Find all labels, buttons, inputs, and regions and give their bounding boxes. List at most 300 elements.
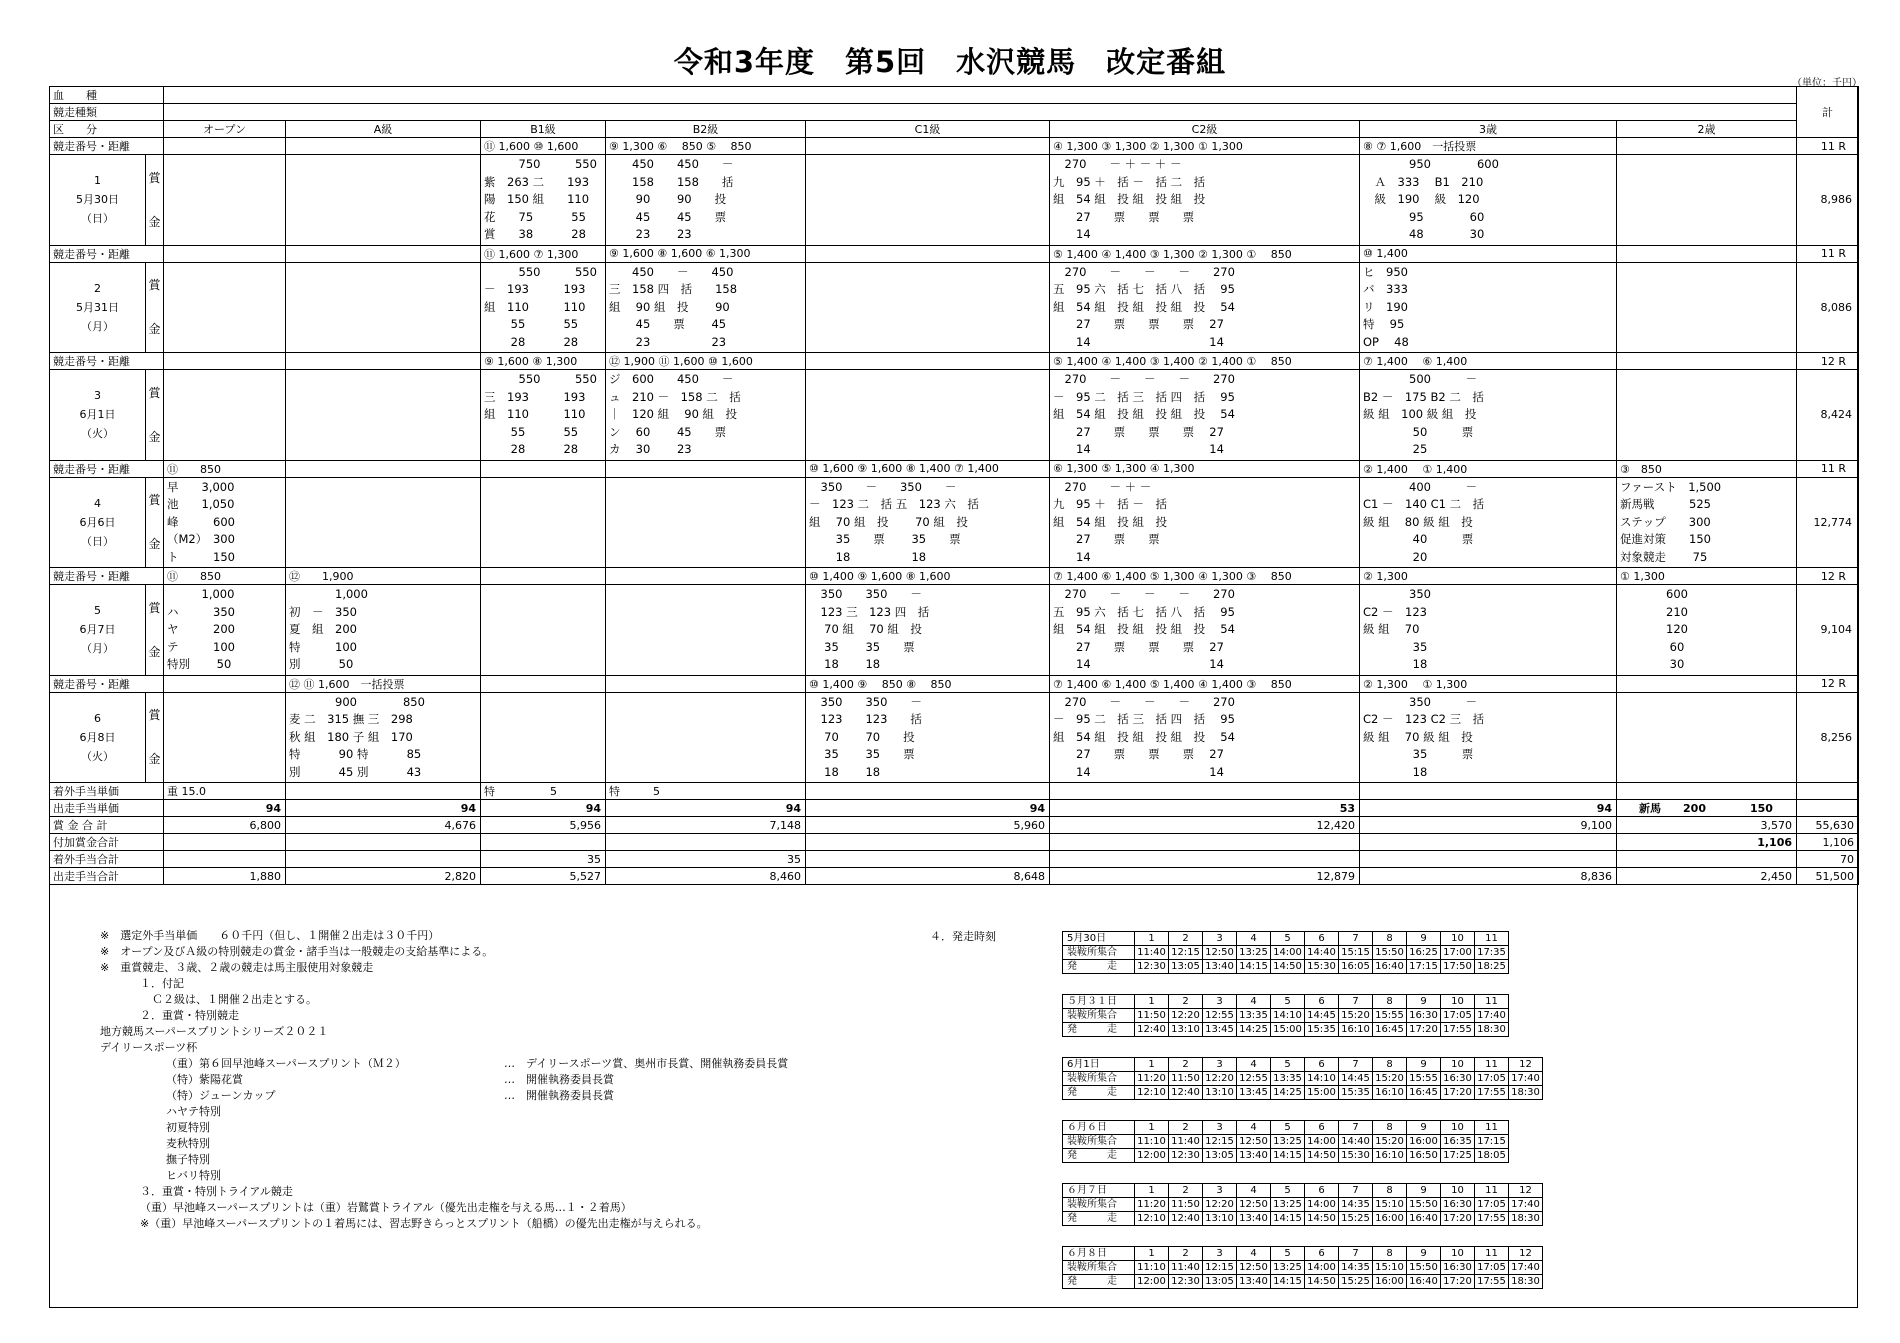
- prize-line: リ 190: [1363, 299, 1408, 314]
- assembly-time: 11:40: [1169, 1135, 1203, 1149]
- prize-line: 35: [1363, 639, 1428, 654]
- prize-line: 三 158 四 括 158: [609, 282, 738, 296]
- assembly-time: 12:20: [1169, 1009, 1203, 1023]
- start-time: 16:40: [1373, 960, 1407, 974]
- prize-label-bottom: 金: [148, 644, 161, 659]
- prize-line: 30: [1620, 657, 1685, 671]
- race-no: 3: [1203, 995, 1237, 1009]
- start-time: 18:25: [1475, 960, 1509, 974]
- start-time: 13:10: [1169, 1023, 1203, 1037]
- day-date: 6月1日: [79, 408, 116, 422]
- race-number-cell: ⑦ 1,400 ⑥ 1,400 ⑤ 1,300 ④ 1,300 ③ 850: [1050, 568, 1360, 585]
- note-text: ２．重賞・特別競走: [140, 1009, 239, 1022]
- prize-line: 組 70 組 投 70 組 投: [809, 514, 968, 529]
- race-no: 2: [1169, 1184, 1203, 1198]
- prize-line: 五 95 六 括 七 括 八 括 95: [1053, 282, 1235, 296]
- race-number-cell: ⑥ 1,300 ⑤ 1,300 ④ 1,300: [1050, 460, 1360, 477]
- assembly-time: 16:25: [1407, 946, 1441, 960]
- start-time: 14:15: [1237, 960, 1271, 974]
- start-time: 15:25: [1339, 1212, 1373, 1226]
- prize-line: 400 －: [1363, 479, 1477, 494]
- prize-line: 早 3,000: [167, 479, 235, 494]
- race-number-cell: ⑦ 1,400 ⑥ 1,400: [1360, 353, 1617, 370]
- class-header: C1級: [806, 121, 1050, 138]
- race-no: 10: [1441, 1184, 1475, 1198]
- prize-line: C1 － 140 C1 二 括: [1363, 497, 1485, 511]
- race-no: 10: [1441, 932, 1475, 946]
- assembly-time: 12:50: [1237, 1261, 1271, 1275]
- race-number-cell: ⑪ 1,600 ⑦ 1,300: [481, 245, 606, 262]
- prize-line: ｜ 120 組 90 組 投: [609, 407, 738, 421]
- summary-label: 付加賞金合計: [50, 834, 164, 851]
- note-text: ※ オープン及びＡ級の特別競走の賞金・諸手当は一般競走の支給基準による。: [100, 945, 494, 958]
- prize-line: 14: [1053, 227, 1091, 241]
- summary-cell: 1,880: [164, 868, 286, 885]
- assembly-label: 装鞍所集合: [1063, 1261, 1135, 1275]
- prize-line: C2 － 123 C2 三 括: [1363, 712, 1485, 726]
- summary-cell: 12,420: [1050, 817, 1360, 834]
- prize-line: 600: [1620, 587, 1688, 601]
- start-time: 12:00: [1135, 1149, 1169, 1163]
- start-time: 12:40: [1169, 1086, 1203, 1100]
- prize-line: 九 95 ＋ 括 － 括 二 括: [1053, 174, 1206, 189]
- race-number-cell: ⑦ 1,400 ⑥ 1,400 ⑤ 1,400 ④ 1,400 ③ 850: [1050, 675, 1360, 692]
- prize-line: OP 48: [1363, 334, 1409, 349]
- prize-line: － 95 二 括 三 括 四 括 95: [1053, 712, 1235, 726]
- assembly-time: 12:50: [1203, 946, 1237, 960]
- day-dow: （火）: [81, 749, 114, 763]
- note-text: 地方競馬スーパースプリントシリーズ２０２１: [100, 1025, 329, 1038]
- summary-cell: 8,648: [806, 868, 1050, 885]
- race-count: 12 R: [1797, 353, 1859, 370]
- class-header: B2級: [606, 121, 806, 138]
- start-label: 発 走: [1063, 960, 1135, 974]
- prize-line: 組 110 110: [484, 299, 586, 314]
- prize-line: 14 14: [1053, 334, 1224, 349]
- prize-line: 18 18: [809, 764, 881, 779]
- note-text: Ｃ２級は、１開催２出走とする。: [152, 993, 317, 1006]
- race-no: 5: [1271, 1121, 1305, 1135]
- prize-line: 270 － ＋ － ＋ －: [1053, 157, 1182, 171]
- day-dow: （月）: [81, 319, 114, 333]
- prize-line: 750 550: [484, 157, 597, 171]
- prize-line: 組 54 組 投 組 投 組 投 54: [1053, 622, 1235, 636]
- race-no: 9: [1407, 1121, 1441, 1135]
- race-number-cell: ① 1,300: [1617, 568, 1797, 585]
- start-time-date: 6月1日: [1063, 1058, 1135, 1072]
- race-no: 10: [1441, 1121, 1475, 1135]
- assembly-time: 17:05: [1441, 1009, 1475, 1023]
- class-header: 2歳: [1617, 121, 1797, 138]
- prize-line: 350: [1363, 587, 1431, 601]
- assembly-time: 15:55: [1373, 1009, 1407, 1023]
- prize-line: ハ 350: [167, 604, 235, 619]
- race-number-cell: ⑩ 1,400 ⑨ 850 ⑧ 850: [806, 675, 1050, 692]
- race-no: 8: [1373, 1247, 1407, 1261]
- prize-line: 45 票 45: [609, 317, 727, 331]
- prize-line: 1,000: [289, 587, 368, 601]
- assembly-time: 14:35: [1339, 1261, 1373, 1275]
- day-date: 6月6日: [79, 515, 116, 529]
- assembly-time: 15:10: [1373, 1261, 1407, 1275]
- summary-cell: 8,836: [1360, 868, 1617, 885]
- prize-line: 別 50: [289, 657, 354, 671]
- prize-line: 550 550: [484, 264, 597, 279]
- prize-line: 対象競走 75: [1620, 549, 1708, 564]
- race-no: 6: [1305, 1058, 1339, 1072]
- prize-line: ジ 600 450 －: [609, 372, 734, 386]
- page-title: 令和3年度 第5回 水沢競馬 改定番組: [673, 45, 1227, 79]
- start-time: 16:10: [1339, 1023, 1373, 1037]
- summary-cell: 2,820: [286, 868, 481, 885]
- assembly-time: 17:05: [1475, 1072, 1509, 1086]
- prize-line: ステップ 300: [1620, 514, 1711, 529]
- start-time: 14:50: [1305, 1149, 1339, 1163]
- prize-line: 組 54 組 投 組 投 組 投: [1053, 192, 1206, 206]
- assembly-label: 装鞍所集合: [1063, 946, 1135, 960]
- race-number-cell: ⑨ 1,300 ⑥ 850 ⑤ 850: [606, 138, 806, 155]
- start-time: 16:00: [1373, 1275, 1407, 1289]
- start-time: 17:25: [1441, 1149, 1475, 1163]
- race-no: 11: [1475, 1121, 1509, 1135]
- prize-line: 270 － － － 270: [1053, 587, 1235, 601]
- prize-line: 三 193 193: [484, 389, 586, 404]
- race-no: 11: [1475, 1247, 1509, 1261]
- prize-line: 特別 50: [167, 657, 232, 671]
- note-extra: … 開催執務委員長賞: [504, 1073, 614, 1086]
- race-no: 11: [1475, 1184, 1509, 1198]
- race-number-cell: ⑩ 1,400 ⑨ 1,600 ⑧ 1,600: [806, 568, 1050, 585]
- start-time: 14:50: [1271, 960, 1305, 974]
- assembly-time: 12:50: [1237, 1135, 1271, 1149]
- assembly-time: 12:20: [1203, 1198, 1237, 1212]
- prize-label-top: 賞: [148, 600, 161, 615]
- class-header: B1級: [481, 121, 606, 138]
- assembly-time: 12:15: [1169, 946, 1203, 960]
- start-time: 16:40: [1407, 1275, 1441, 1289]
- prize-line: － 123 二 括 五 123 六 括: [809, 497, 979, 511]
- assembly-time: 14:35: [1339, 1198, 1373, 1212]
- race-no: 1: [1135, 932, 1169, 946]
- start-label: 発 走: [1063, 1275, 1135, 1289]
- assembly-time: 17:40: [1509, 1072, 1543, 1086]
- start-time-date: ６月６日: [1063, 1121, 1135, 1135]
- prize-line: カ 30 23: [609, 442, 692, 456]
- summary-label: 着外手当単価: [50, 783, 164, 800]
- summary-cell: 35: [481, 851, 606, 868]
- race-no: 2: [1169, 932, 1203, 946]
- assembly-time: 15:20: [1373, 1072, 1407, 1086]
- race-no: 6: [1305, 932, 1339, 946]
- assembly-time: 17:40: [1509, 1261, 1543, 1275]
- assembly-time: 15:50: [1407, 1198, 1441, 1212]
- prize-line: 組 90 組 投 90: [609, 299, 730, 314]
- race-number-cell: ② 1,300: [1360, 568, 1617, 585]
- start-time: 13:05: [1169, 960, 1203, 974]
- prize-line: （M2） 300: [167, 532, 235, 546]
- start-time: 18:05: [1475, 1149, 1509, 1163]
- start-time: 14:15: [1271, 1149, 1305, 1163]
- assembly-time: 12:55: [1203, 1009, 1237, 1023]
- prize-line: 55 55: [484, 424, 579, 439]
- prize-line: 60: [1620, 639, 1685, 654]
- prize-line: 組 54 組 投 組 投 組 投 54: [1053, 407, 1235, 421]
- prize-label-bottom: 金: [148, 322, 161, 337]
- prize-line: 27 票 票: [1053, 532, 1160, 546]
- race-no: 9: [1407, 995, 1441, 1009]
- day-date: 6月7日: [79, 623, 116, 637]
- summary-cell: 特 5: [606, 783, 806, 800]
- race-number-cell: ⑪ 850: [164, 460, 286, 477]
- prize-line: 18 18: [809, 549, 927, 564]
- race-no: 4: [1237, 1184, 1271, 1198]
- category-label: 区 分: [50, 121, 164, 138]
- day-date: 5月30日: [76, 193, 119, 207]
- summary-label: 賞 金 合 計: [50, 817, 164, 834]
- assembly-time: 11:10: [1135, 1135, 1169, 1149]
- prize-line: C2 － 123: [1363, 604, 1427, 619]
- prize-line: 27 票 票 票 27: [1053, 424, 1224, 439]
- day-total: 9,104: [1797, 585, 1859, 676]
- prize-label-bottom: 金: [148, 214, 161, 229]
- prize-line: 35 票 35 票: [809, 532, 961, 546]
- day-total: 8,086: [1797, 262, 1859, 353]
- prize-line: 450 － 450: [609, 264, 734, 279]
- race-no: 10: [1441, 1247, 1475, 1261]
- race-no: 3: [1203, 932, 1237, 946]
- race-no: 2: [1169, 995, 1203, 1009]
- prize-line: 級 組 70: [1363, 622, 1420, 636]
- race-no-distance-label: 競走番号・距離: [50, 353, 164, 370]
- start-time: 12:00: [1135, 1275, 1169, 1289]
- assembly-time: 11:50: [1169, 1072, 1203, 1086]
- race-no: 10: [1441, 995, 1475, 1009]
- prize-line: 70 組 70 組 投: [809, 622, 922, 636]
- prize-label-top: 賞: [148, 170, 161, 185]
- start-time: 18:30: [1509, 1086, 1543, 1100]
- day-total: 12,774: [1797, 477, 1859, 568]
- prize-line: 級 組 70 級 組 投: [1363, 729, 1473, 744]
- race-number-cell: ⑩ 1,400: [1360, 245, 1617, 262]
- summary-cell: 94: [481, 800, 606, 817]
- summary-total: 51,500: [1797, 868, 1859, 885]
- prize-line: 14 14: [1053, 442, 1224, 456]
- assembly-time: 13:25: [1237, 946, 1271, 960]
- race-no-distance-label: 競走番号・距離: [50, 460, 164, 477]
- day-total: 8,986: [1797, 155, 1859, 246]
- note-text: 麦秋特別: [166, 1137, 210, 1150]
- assembly-time: 16:30: [1441, 1261, 1475, 1275]
- outer-frame: [49, 86, 1858, 1308]
- assembly-label: 装鞍所集合: [1063, 1135, 1135, 1149]
- race-number-cell: ④ 1,300 ③ 1,300 ② 1,300 ① 1,300: [1050, 138, 1360, 155]
- assembly-time: 17:00: [1441, 946, 1475, 960]
- summary-cell: 94: [1360, 800, 1617, 817]
- prize-line: 陽 150 組 110: [484, 192, 590, 206]
- start-time: 14:50: [1305, 1275, 1339, 1289]
- note-text: ヒバリ特別: [166, 1169, 221, 1182]
- assembly-time: 14:40: [1339, 1135, 1373, 1149]
- start-times-header: ４．発走時刻: [930, 930, 996, 943]
- day-dow: （月）: [81, 642, 114, 656]
- race-number-cell: ⑩ 1,600 ⑨ 1,600 ⑧ 1,400 ⑦ 1,400: [806, 460, 1050, 477]
- race-no: 1: [1135, 995, 1169, 1009]
- summary-cell: 1,106: [1617, 834, 1797, 851]
- assembly-time: 17:35: [1475, 946, 1509, 960]
- race-no: 11: [1475, 995, 1509, 1009]
- prize-line: ヒ 950: [1363, 264, 1408, 279]
- assembly-time: 15:50: [1407, 1261, 1441, 1275]
- start-time: 13:10: [1203, 1212, 1237, 1226]
- assembly-time: 13:35: [1237, 1009, 1271, 1023]
- start-time: 16:05: [1339, 960, 1373, 974]
- race-no: 8: [1373, 932, 1407, 946]
- start-time: 13:05: [1203, 1149, 1237, 1163]
- assembly-time: 16:30: [1441, 1198, 1475, 1212]
- prize-line: 123 三 123 四 括: [809, 604, 930, 619]
- prize-line: 池 1,050: [167, 497, 235, 511]
- summary-cell: 8,460: [606, 868, 806, 885]
- prize-line: 14 14: [1053, 657, 1224, 671]
- race-no-distance-label: 競走番号・距離: [50, 245, 164, 262]
- prize-line: 270 － ＋ －: [1053, 479, 1152, 494]
- summary-label: 出走手当合計: [50, 868, 164, 885]
- class-header: C2級: [1050, 121, 1360, 138]
- start-time: 14:50: [1305, 1212, 1339, 1226]
- race-no: 12: [1509, 1184, 1543, 1198]
- start-time: 13:40: [1203, 960, 1237, 974]
- race-count: 11 R: [1797, 245, 1859, 262]
- prize-line: B2 － 175 B2 二 括: [1363, 389, 1484, 404]
- race-no: 7: [1339, 995, 1373, 1009]
- summary-cell: 35: [606, 851, 806, 868]
- summary-cell: 7,148: [606, 817, 806, 834]
- note-text: （重）第６回早池峰スーパースプリント（Ｍ２）: [166, 1057, 406, 1070]
- start-time: 17:20: [1407, 1023, 1441, 1037]
- summary-cell: 94: [806, 800, 1050, 817]
- prize-line: 95 60: [1363, 209, 1485, 224]
- prize-line: 270 － － － 270: [1053, 694, 1235, 709]
- summary-label: 出走手当単価: [50, 800, 164, 817]
- prize-line: 18: [1363, 657, 1428, 671]
- race-no: 4: [1237, 1247, 1271, 1261]
- assembly-label: 装鞍所集合: [1063, 1198, 1135, 1212]
- race-no: 3: [1203, 1184, 1237, 1198]
- prize-line: 促進対策 150: [1620, 532, 1711, 546]
- prize-line: 27 票 票 票 27: [1053, 747, 1224, 761]
- assembly-time: 14:00: [1305, 1261, 1339, 1275]
- race-number-cell: ③ 850: [1617, 460, 1797, 477]
- day-no: 4: [94, 496, 101, 510]
- summary-cell: 新馬 200 150: [1617, 800, 1797, 817]
- prize-line: ト 150: [167, 549, 235, 564]
- start-time: 14:25: [1271, 1086, 1305, 1100]
- summary-cell: 94: [164, 800, 286, 817]
- summary-cell: 6,800: [164, 817, 286, 834]
- prize-line: 350 － 350 －: [809, 479, 957, 494]
- assembly-time: 14:00: [1271, 946, 1305, 960]
- prize-line: Ａ 333 B1 210: [1363, 174, 1484, 189]
- prize-label-bottom: 金: [148, 537, 161, 552]
- start-time: 13:40: [1237, 1275, 1271, 1289]
- prize-line: バ 333: [1363, 282, 1408, 296]
- day-dow: （日）: [81, 534, 114, 548]
- race-no: 6: [1305, 1121, 1339, 1135]
- prize-line: 40 票: [1363, 532, 1474, 546]
- prize-line: 350 350 －: [809, 694, 922, 709]
- summary-cell: 4,676: [286, 817, 481, 834]
- start-time: 16:00: [1373, 1212, 1407, 1226]
- start-time: 17:20: [1441, 1212, 1475, 1226]
- prize-line: 組 54 組 投 組 投 組 投 54: [1053, 729, 1235, 744]
- start-time: 17:55: [1475, 1275, 1509, 1289]
- start-time: 17:20: [1441, 1275, 1475, 1289]
- start-time: 13:40: [1237, 1212, 1271, 1226]
- prize-line: 48 30: [1363, 227, 1485, 241]
- prize-line: 27 票 票 票: [1053, 209, 1195, 224]
- race-no: 12: [1509, 1058, 1543, 1072]
- assembly-time: 11:40: [1135, 946, 1169, 960]
- note-extra: … 開催執務委員長賞: [504, 1089, 614, 1102]
- summary-cell: 特 5: [481, 783, 606, 800]
- assembly-time: 13:25: [1271, 1135, 1305, 1149]
- race-no: 10: [1441, 1058, 1475, 1072]
- prize-line: 270 － － － 270: [1053, 372, 1235, 386]
- prize-line: 18: [1363, 764, 1428, 779]
- prize-line: 秋 組 180 子 組 170: [289, 729, 413, 744]
- prize-line: 27 票 票 票 27: [1053, 639, 1224, 654]
- assembly-time: 14:45: [1339, 1072, 1373, 1086]
- race-no: 9: [1407, 1247, 1441, 1261]
- note-text: （特）ジューンカップ: [166, 1089, 276, 1102]
- prize-line: 450 450 －: [609, 157, 734, 171]
- race-no: 5: [1271, 1058, 1305, 1072]
- assembly-time: 12:20: [1203, 1072, 1237, 1086]
- start-time: 16:10: [1373, 1149, 1407, 1163]
- note-text: （重）早池峰スーパースプリントは（重）岩鷲賞トライアル（優先出走権を与える馬…１・２着馬）: [140, 1201, 632, 1214]
- day-total: 8,256: [1797, 692, 1859, 783]
- day-no: 1: [94, 174, 101, 188]
- race-no: 4: [1237, 995, 1271, 1009]
- start-time: 13:40: [1237, 1149, 1271, 1163]
- summary-cell: 12,879: [1050, 868, 1360, 885]
- day-dow: （日）: [81, 212, 114, 226]
- prize-line: 級 190 級 120: [1363, 192, 1480, 206]
- race-no-distance-label: 競走番号・距離: [50, 675, 164, 692]
- prize-label-top: 賞: [148, 278, 161, 293]
- note-text: ※（重）早池峰スーパースプリントの１着馬には、習志野きらっとスプリント（船橋）の優先出走権が与えられる。: [140, 1217, 708, 1230]
- race-count: 11 R: [1797, 138, 1859, 155]
- prize-line: 峰 600: [167, 514, 235, 529]
- prize-line: 夏 組 200: [289, 622, 357, 636]
- assembly-time: 14:10: [1271, 1009, 1305, 1023]
- prize-line: 35 35 票: [809, 639, 915, 654]
- race-no: 5: [1271, 932, 1305, 946]
- prize-line: 組 54 組 投 組 投: [1053, 514, 1167, 529]
- race-number-cell: ⑨ 1,600 ⑧ 1,600 ⑥ 1,300: [606, 245, 806, 262]
- race-no: 3: [1203, 1121, 1237, 1135]
- assembly-time: 12:15: [1203, 1261, 1237, 1275]
- day-no: 2: [94, 281, 101, 295]
- race-no: 12: [1509, 1247, 1543, 1261]
- day-no: 6: [94, 711, 101, 725]
- start-time: 15:00: [1271, 1023, 1305, 1037]
- prize-line: 九 95 ＋ 括 － 括: [1053, 497, 1167, 511]
- race-no: 6: [1305, 1247, 1339, 1261]
- start-time: 12:30: [1135, 960, 1169, 974]
- assembly-time: 17:05: [1475, 1198, 1509, 1212]
- summary-label: 着外手当合計: [50, 851, 164, 868]
